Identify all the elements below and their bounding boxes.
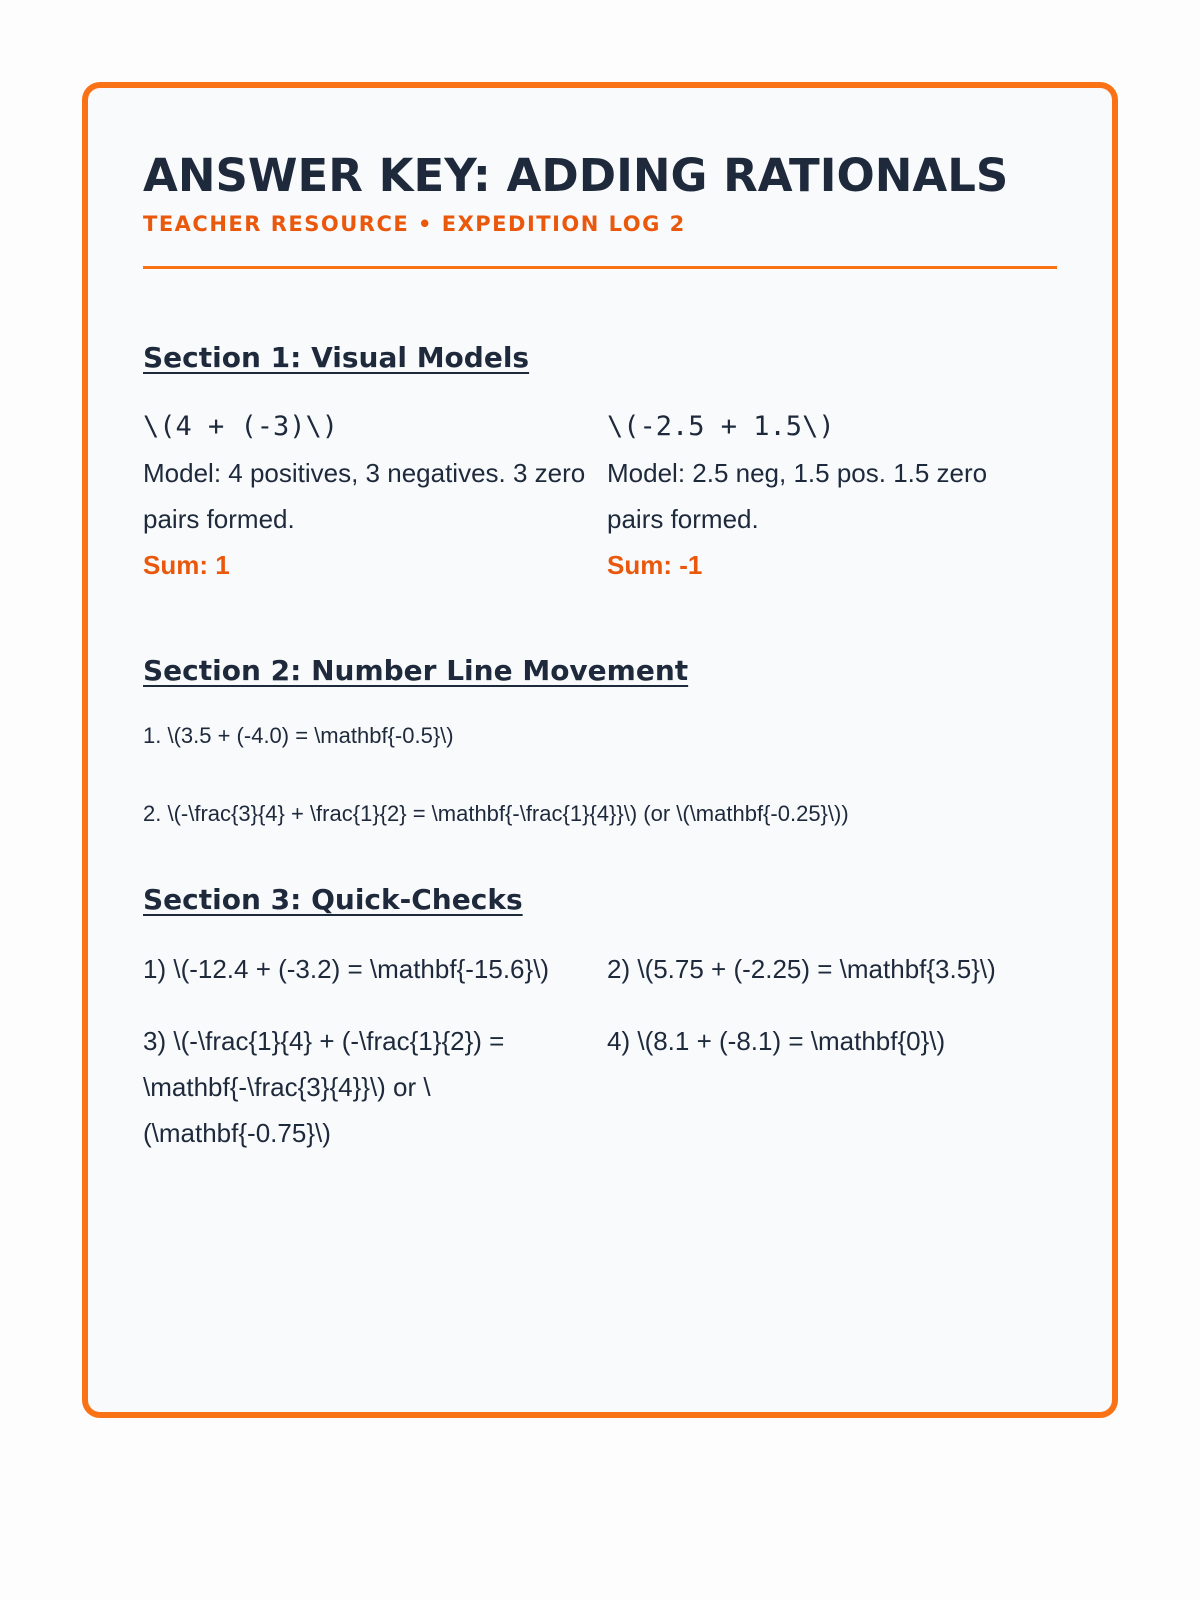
list-item: 1. \(3.5 + (-4.0) = \mathbf{-0.5}\) — [143, 723, 454, 748]
section-number-line — [143, 654, 1057, 829]
quick-check-item: 1) \(-12.4 + (-3.2) = \mathbf{-15.6}\) — [143, 954, 550, 984]
quick-check-item: 3) \(-\frac{1}{4} + (-\frac{1}{2}) = \mathbf{-\frac{3}{4}}\) or \(\mathbf{-0.75}\) — [143, 1026, 505, 1148]
page-title: ANSWER KEY: ADDING RATIONALS — [143, 149, 1009, 202]
page-subtitle: TEACHER RESOURCE • EXPEDITION LOG 2 — [143, 212, 686, 236]
section-heading: Section 2: Number Line Movement — [143, 654, 689, 687]
quick-check-item: 2) \(5.75 + (-2.25) = \mathbf{3.5}\) — [607, 954, 996, 984]
quick-checks-grid — [143, 946, 1057, 1156]
answer-key-card — [82, 82, 1118, 1418]
section-heading: Section 1: Visual Models — [143, 341, 530, 374]
model-expression: \(4 + (-3)\) — [143, 411, 339, 442]
model-expression: \(-2.5 + 1.5\) — [607, 411, 835, 442]
card-content — [143, 146, 1057, 1156]
model-sum: Sum: -1 — [607, 550, 703, 580]
section-heading: Section 3: Quick-Checks — [143, 883, 523, 916]
visual-models-grid — [143, 404, 1057, 588]
header-divider — [143, 266, 1057, 269]
list-item: 2. \(-\frac{3}{4} + \frac{1}{2} = \mathbf{-\frac{1}{4}}\) (or \(\mathbf{-0.25}\)) — [143, 801, 849, 826]
visual-model-item — [143, 404, 607, 588]
number-line-list — [143, 721, 1057, 829]
section-visual-models — [143, 341, 1057, 588]
model-description: Model: 4 positives, 3 negatives. 3 zero pairs formed. — [143, 458, 586, 534]
model-sum: Sum: 1 — [143, 550, 230, 580]
quick-check-item: 4) \(8.1 + (-8.1) = \mathbf{0}\) — [607, 1026, 946, 1056]
visual-model-item — [607, 404, 1057, 588]
section-quick-checks — [143, 883, 1057, 1156]
model-description: Model: 2.5 neg, 1.5 pos. 1.5 zero pairs formed. — [607, 458, 988, 534]
